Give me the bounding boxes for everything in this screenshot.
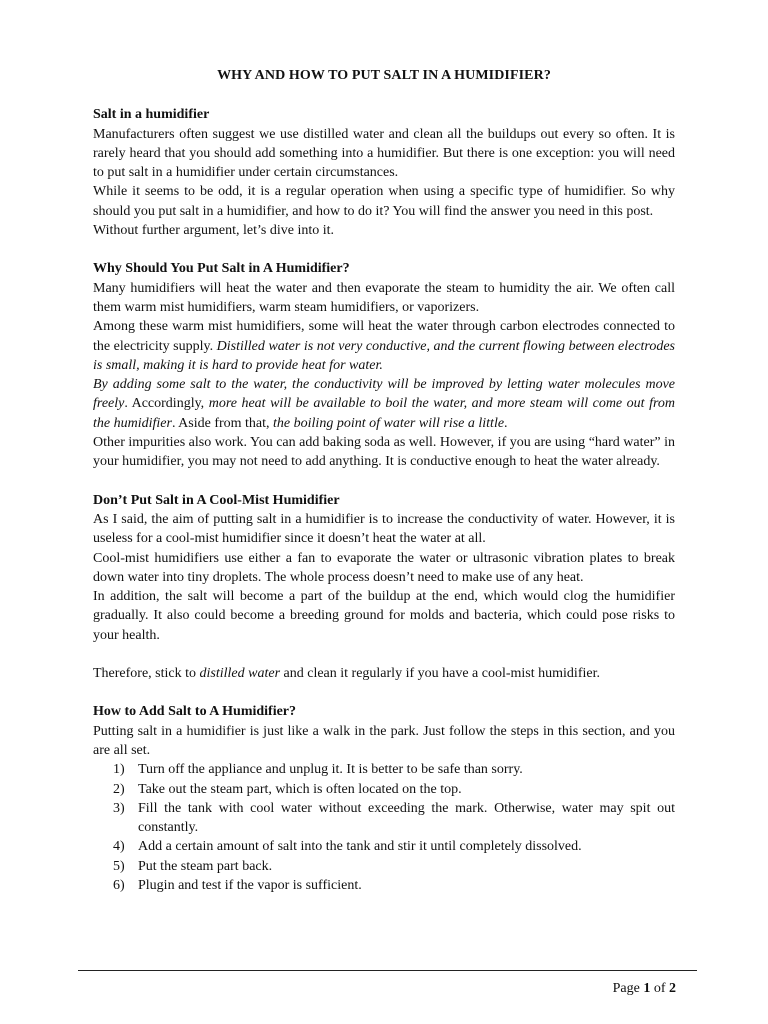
paragraph xyxy=(93,375,675,433)
italic-text: more heat will be available to boil the water, and more steam will come out from the humidifier xyxy=(93,396,675,431)
page-number xyxy=(613,981,676,997)
step-number: 3) xyxy=(113,800,125,816)
paragraph: Cool-mist humidifiers use either a fan to evaporate the water or ultrasonic vibration plates to break down water into tiny droplets. The whole process doesn’t need to make use of any heat. xyxy=(93,550,675,585)
paragraph: Other impurities also work. You can add baking soda as well. However, if you are using “hard water” in your humidifier, you may not need to add anything. It is conductive enough to heat the water already. xyxy=(93,435,675,470)
text-run: and clean it regularly if you have a cool-mist humidifier. xyxy=(280,666,600,682)
list-item xyxy=(93,837,675,856)
step-text: Put the steam part back. xyxy=(138,858,273,874)
section-why-put-salt xyxy=(93,259,675,471)
paragraph: Manufacturers often suggest we use distilled water and clean all the buildups out every so often. It is rarely heard that you should add something into a humidifier. But there is one exception: you will need to put salt in a humidifier under certain circumstances. xyxy=(93,126,675,181)
text-run: . xyxy=(504,415,508,431)
steps-list xyxy=(93,760,675,895)
text-run: Therefore, stick to xyxy=(93,666,200,682)
list-item xyxy=(93,799,675,838)
paragraph: Putting salt in a humidifier is just like a walk in the park. Just follow the steps in this section, and you are all set. xyxy=(93,723,675,758)
section-heading: How to Add Salt to A Humidifier? xyxy=(93,704,297,720)
step-number: 4) xyxy=(113,839,125,855)
list-item xyxy=(93,857,675,876)
step-text: Turn off the appliance and unplug it. It is better to be safe than sorry. xyxy=(138,762,523,778)
list-item xyxy=(93,780,675,799)
current-page: 1 xyxy=(643,981,651,996)
step-number: 5) xyxy=(113,858,125,874)
paragraph: In addition, the salt will become a part of the buildup at the end, which would clog the humidifier gradually. It also could become a breeding ground for molds and bacteria, which could pose risks to your health. xyxy=(93,589,675,643)
step-text: Take out the steam part, which is often located on the top. xyxy=(138,781,462,797)
text-run: . Aside from that, xyxy=(171,415,274,431)
text-run: . Accordingly, xyxy=(124,396,209,412)
italic-text: distilled water xyxy=(199,666,281,682)
text-run: Among these warm mist humidifiers, some will heat the water through carbon electrodes connected to the electricity supply. xyxy=(93,319,675,354)
page-word: Page xyxy=(612,981,640,996)
step-text: Plugin and test if the vapor is sufficient. xyxy=(138,877,362,893)
paragraph: As I said, the aim of putting salt in a humidifier is to increase the conductivity of water. However, it is useless for a cool-mist humidifier since it doesn’t heat the water at all. xyxy=(93,511,675,547)
section-how-to-add-salt xyxy=(93,702,675,895)
paragraph: Without further argument, let’s dive into it. xyxy=(93,223,335,239)
section-heading: Why Should You Put Salt in A Humidifier? xyxy=(93,261,350,277)
footer-divider xyxy=(78,970,697,971)
paragraph: While it seems to be odd, it is a regular operation when using a specific type of humidifier. So why should you put salt in a humidifier, and how to do it? You will find the answer you need in this post. xyxy=(93,184,675,219)
italic-text: the boiling point of water will rise a little xyxy=(273,415,505,431)
paragraph: Many humidifiers will heat the water and then evaporate the steam to humidity the air. We often call them warm mist humidifiers, warm steam humidifiers, or vaporizers. xyxy=(93,280,675,315)
of-word: of xyxy=(653,981,666,996)
list-item xyxy=(93,760,675,779)
document-title: WHY AND HOW TO PUT SALT IN A HUMIDIFIER? xyxy=(217,68,551,83)
total-pages: 2 xyxy=(669,981,676,996)
step-text: Add a certain amount of salt into the tank and stir it until completely dissolved. xyxy=(138,839,582,855)
section-heading: Don’t Put Salt in A Cool-Mist Humidifier xyxy=(93,492,340,508)
paragraph xyxy=(93,664,675,683)
step-number: 1) xyxy=(113,762,125,778)
document-body xyxy=(93,66,675,895)
list-item xyxy=(93,876,675,895)
italic-text: Distilled water is not very conductive, and the current flowing between electrodes is small, making it is hard to provide heat for water. xyxy=(93,338,676,373)
section-cool-mist xyxy=(93,491,675,684)
section-salt-in-humidifier xyxy=(93,105,675,240)
section-heading: Salt in a humidifier xyxy=(93,107,210,123)
step-text: Fill the tank with cool water without exceeding the mark. Otherwise, water may spit out constantly. xyxy=(138,800,675,836)
paragraph xyxy=(93,317,675,375)
step-number: 2) xyxy=(113,781,125,797)
italic-text: By adding some salt to the water, the conductivity will be improved by letting water molecules move freely xyxy=(93,377,675,412)
step-number: 6) xyxy=(113,877,125,893)
